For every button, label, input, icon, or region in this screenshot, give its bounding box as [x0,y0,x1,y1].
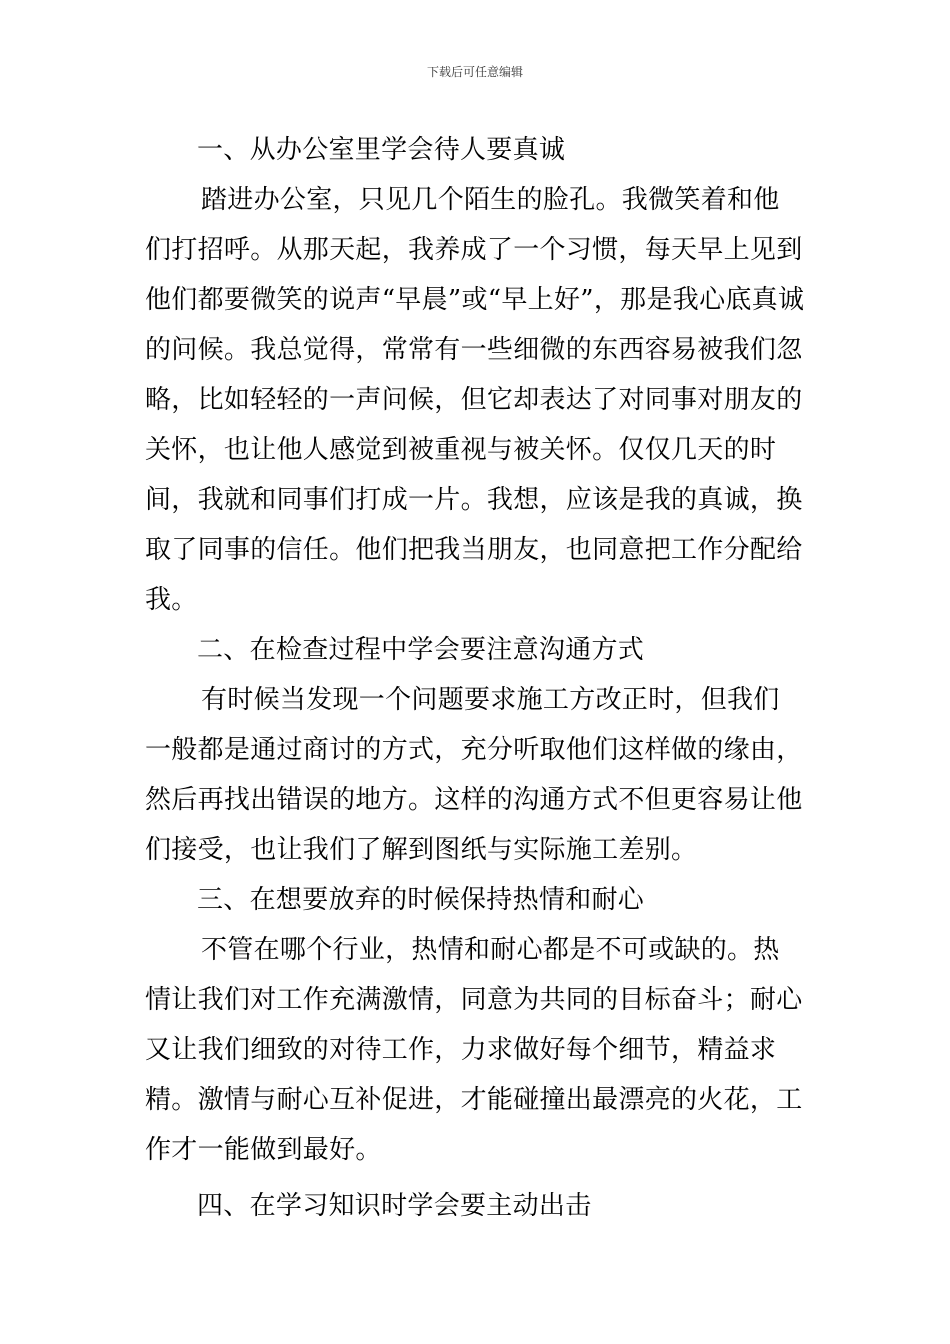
page-header: 下载后可任意编辑 [426,65,523,79]
section-heading-3: 三、在想要放弃的时候保持热情和耐心 [197,885,645,915]
section-paragraph-3: 不管在哪个行业，热情和耐心都是不可或缺的。热情让我们对工作充满激情，同意为共同的目标奋斗；耐心又让我们细致的对待工作，力求做好每个细节，精益求精。激情与耐心互补促进，才能碰撞出最漂亮的火花，工作才一能做到最好。 [145,935,803,1165]
section-paragraph-1: 踏进办公室，只见几个陌生的脸孔。我微笑着和他们打招呼。从那天起，我养成了一个习惯，每天早上见到他们都要微笑的说声“早晨”或“早上好”，那是我心底真诚的问候。我总觉得，常常有一些细微的东西容易被我们忽略，比如轻轻的一声问候，但它却表达了对同事对朋友的关怀，也让他人感觉到被重视与被关怀。仅仅几天的时间，我就和同事们打成一片。我想，应该是我的真诚，换取了同事的信任。他们把我当朋友，也同意把工作分配给我。 [145,185,805,615]
document-body [145,125,805,1231]
section-heading-1: 一、从办公室里学会待人要真诚 [197,135,566,165]
section-heading-2: 二、在检查过程中学会要注意沟通方式 [197,635,645,665]
section-paragraph-2: 有时候当发现一个问题要求施工方改正时，但我们一般都是通过商讨的方式，充分听取他们这样做的缘由，然后再找出错误的地方。这样的沟通方式不但更容易让他们接受，也让我们了解到图纸与实际施工差别。 [145,685,803,865]
section-heading-4: 四、在学习知识时学会要主动出击 [197,1191,592,1221]
